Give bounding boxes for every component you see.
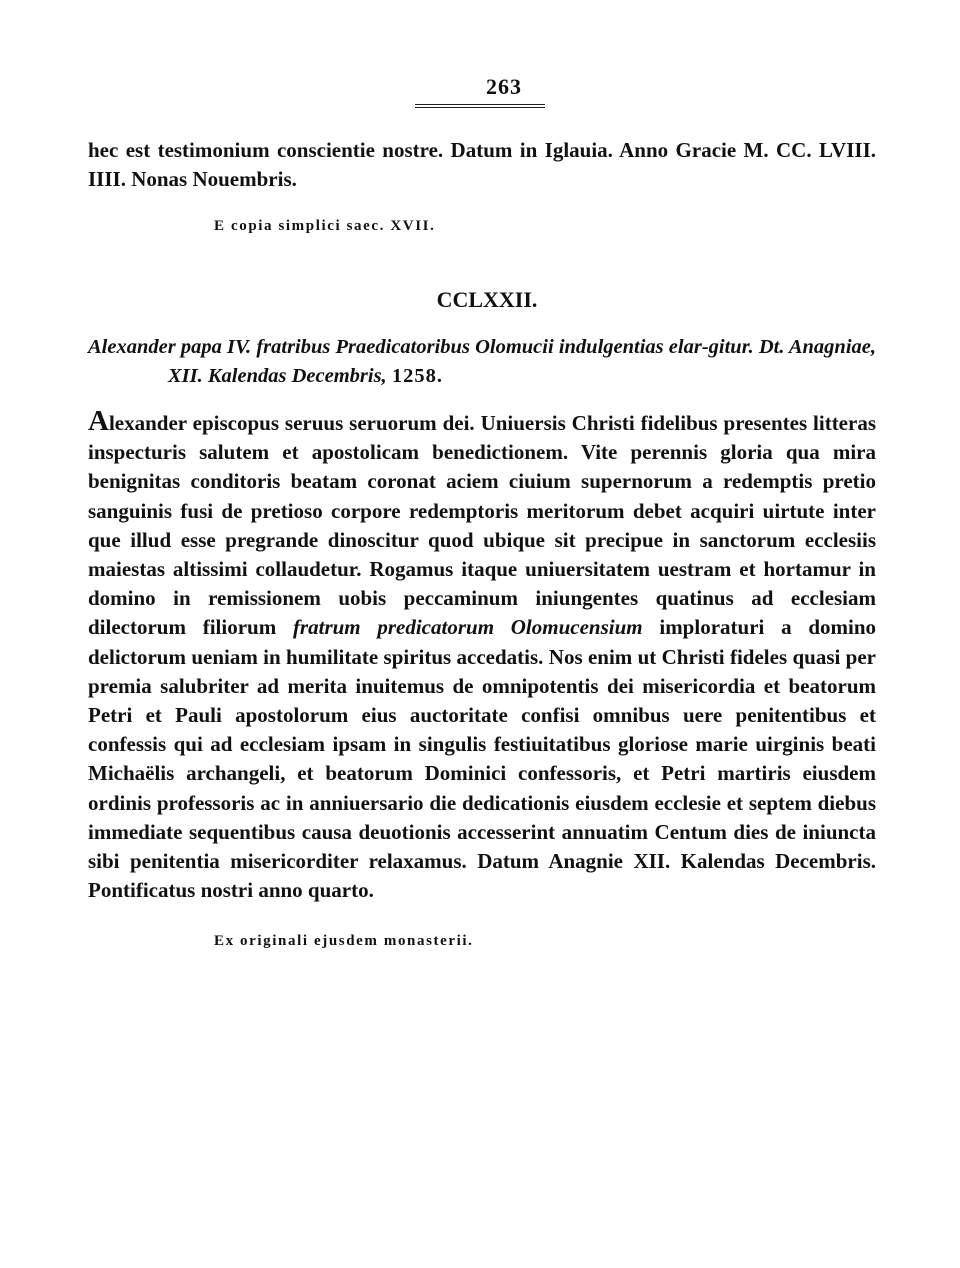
document-source-note: Ex originali ejusdem monasterii.	[214, 933, 474, 950]
previous-document-ending: hec est testimonium conscientie nostre. Datum in Iglauia. Anno Gracie M. CC. LVIII. IIII. Nonas Nouembris.	[88, 138, 876, 192]
document-page	[88, 66, 876, 950]
page-number-rule	[415, 104, 545, 108]
document-main-text	[88, 405, 876, 905]
page-header	[88, 66, 876, 118]
regest-year: 1258.	[391, 365, 443, 388]
initial-letter: A	[88, 405, 109, 437]
previous-document-source-note: E copia simplici saec. XVII.	[214, 218, 436, 235]
regest-text: Alexander papa IV. fratribus Praedicatoribus Olomucii indulgentias elar-gitur. Dt. Anagniae, XII. Kalendas Decembris,	[88, 336, 876, 388]
main-text-italic-phrase: fratrum predicatorum Olomucensium	[292, 615, 643, 640]
document-regest	[88, 333, 876, 391]
document-number-heading: CCLXXII.	[436, 287, 538, 313]
page-number: 263	[486, 74, 522, 99]
main-text-part-2: imploraturi a domino delictorum ueniam in humilitate spiritus accedatis. Nos enim ut Christi fideles quasi per premia salubriter ad merita inuitemus de omnipotentis dei misericordia et beatorum Petri et Pauli apostolorum eius auctoritate confisi omnibus uere penitentibus et confessis qui ad ecclesiam ipsam in singulis festiuitatibus gloriose marie uirginis beati Michaëlis archangeli, et beatorum Dominici confessoris, et Petri martiris eiusdem ordinis professoris ac in anniuersario die dedicationis eiusdem ecclesie et septem diebus immediate sequentibus causa deuotionis accesserint annuatim Centum dies de iniuncta sibi penitentia misericorditer relaxamus. Datum Anagnie XII. Kalendas Decembris. Pontificatus nostri anno quarto.	[88, 615, 876, 903]
main-text-part-1: lexander episcopus seruus seruorum dei. Uniuersis Christi fidelibus presentes litteras inspecturis salutem et apostolicam benedictionem. Vite perennis gloria qua mira benignitas conditoris beatam coronat aciem ciuium supernorum a redemptis pretio sanguinis fusi de pretioso corpore redemptoris meritorum debet acquiri uirtute inter que illud esse pregrande dinoscitur quod ubique sit precipue in sanctorum ecclesiis maiestas altissimi collaudetur. Rogamus itaque uniuersitatem uestram et hortamur in domino in remissionem uobis peccaminum iniungentes quatinus ad ecclesiam dilectorum filiorum	[88, 411, 876, 640]
